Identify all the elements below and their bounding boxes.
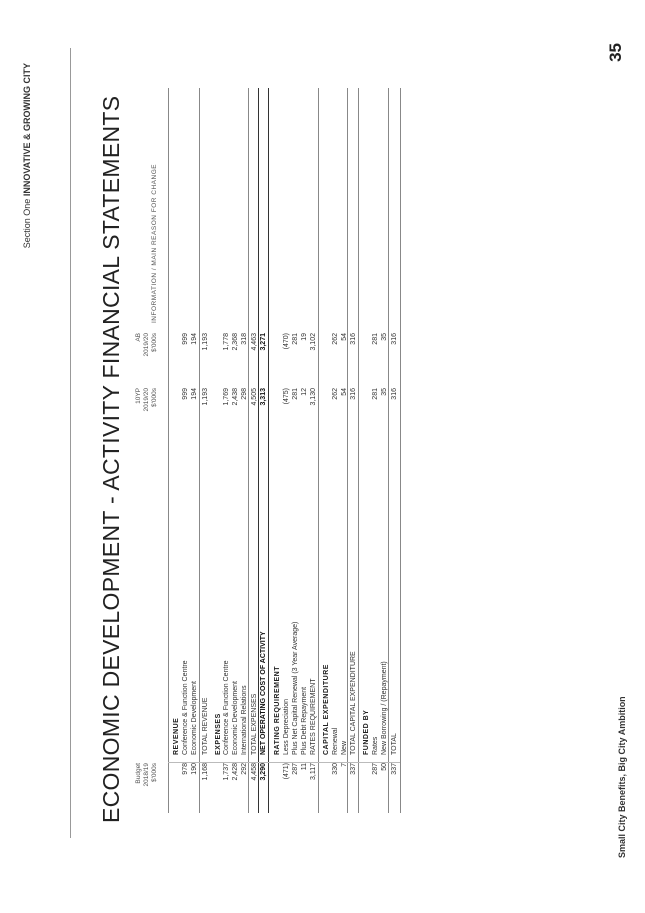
tenyp-cell: 1,193 bbox=[202, 388, 209, 406]
table-rule bbox=[400, 88, 401, 813]
label-cell: New bbox=[341, 740, 348, 755]
ab-column-header bbox=[135, 333, 159, 383]
table-row bbox=[181, 0, 190, 913]
table-row bbox=[190, 0, 199, 913]
table-rule bbox=[388, 88, 389, 813]
table-row bbox=[390, 0, 399, 913]
table-rule bbox=[318, 88, 319, 813]
info-column-header: INFORMATION / MAIN REASON FOR CHANGE bbox=[151, 163, 158, 323]
ab-cell: 999 bbox=[182, 333, 189, 345]
label-cell: REVENUE bbox=[173, 717, 180, 755]
ab-cell: 19 bbox=[301, 333, 308, 341]
tenyp-cell: 3,313 bbox=[260, 388, 267, 406]
tenyp-column-header bbox=[135, 388, 159, 433]
label-cell: International Relations bbox=[241, 685, 248, 755]
budget-cell: 50 bbox=[381, 763, 388, 771]
table-section-heading bbox=[322, 0, 331, 913]
table-rule bbox=[268, 88, 269, 813]
tenyp-cell: 316 bbox=[350, 388, 357, 400]
ab-header-line: 2019/20 bbox=[143, 333, 150, 357]
section-name: INNOVATIVE & GROWING CITY bbox=[22, 63, 32, 197]
label-cell: Conference & Function Centre bbox=[223, 660, 230, 755]
label-cell: Less Depreciation bbox=[283, 698, 290, 755]
budget-cell: 337 bbox=[350, 763, 357, 775]
label-cell: TOTAL REVENUE bbox=[202, 697, 209, 755]
ab-cell: 1,778 bbox=[223, 333, 230, 351]
ab-cell: 316 bbox=[391, 333, 398, 345]
ab-cell: (470) bbox=[283, 333, 290, 350]
table-row bbox=[331, 0, 340, 913]
ab-cell: 194 bbox=[191, 333, 198, 345]
label-cell: RATING REQUIREMENT bbox=[274, 666, 281, 755]
label-cell: Economic Development bbox=[232, 681, 239, 755]
budget-cell: 1,168 bbox=[202, 763, 209, 781]
tenyp-cell: 12 bbox=[301, 388, 308, 396]
budget-cell: 11 bbox=[301, 763, 308, 771]
table-rule bbox=[199, 88, 200, 813]
ab-cell: 262 bbox=[332, 333, 339, 345]
budget-column-header bbox=[135, 763, 159, 813]
tenyp-cell: 281 bbox=[372, 388, 379, 400]
tenyp-cell: 2,438 bbox=[232, 388, 239, 406]
table-row bbox=[201, 0, 210, 913]
budget-cell: 3,290 bbox=[260, 763, 267, 781]
budget-header-line: Budget bbox=[135, 763, 142, 784]
ab-header-line: AB bbox=[135, 333, 142, 342]
section-header bbox=[22, 63, 32, 263]
table-rule bbox=[168, 88, 169, 813]
table-section-heading bbox=[362, 0, 371, 913]
table-row bbox=[222, 0, 231, 913]
tenyp-cell: 35 bbox=[381, 388, 388, 396]
ab-cell: 281 bbox=[292, 333, 299, 345]
budget-cell: 3,117 bbox=[310, 763, 317, 780]
page-title: ECONOMIC DEVELOPMENT - ACTIVITY FINANCIAL STATEMENTS bbox=[98, 95, 124, 823]
label-cell: Economic Development bbox=[191, 681, 198, 755]
ab-cell: 1,193 bbox=[202, 333, 209, 351]
tenyp-cell: 54 bbox=[341, 388, 348, 396]
label-cell: TOTAL bbox=[391, 733, 398, 755]
table-row bbox=[371, 0, 380, 913]
budget-cell: (471) bbox=[283, 763, 290, 780]
label-cell: TOTAL CAPITAL EXPENDITURE bbox=[350, 651, 357, 755]
budget-cell: 292 bbox=[241, 763, 248, 775]
table-rule bbox=[347, 88, 348, 813]
budget-cell: 330 bbox=[332, 763, 339, 775]
label-cell: Plus Debt Repayment bbox=[301, 686, 308, 755]
ab-cell: 54 bbox=[341, 333, 348, 341]
label-cell: EXPENSES bbox=[215, 713, 222, 755]
tenyp-header-line: $'000s bbox=[151, 388, 158, 407]
ab-cell: 3,271 bbox=[260, 333, 267, 351]
ab-cell: 2,368 bbox=[232, 333, 239, 351]
tenyp-cell: 262 bbox=[332, 388, 339, 400]
footer-tagline: Small City Benefits, Big City Ambition bbox=[617, 696, 627, 858]
tenyp-cell: 281 bbox=[292, 388, 299, 400]
label-cell: FUNDED BY bbox=[363, 709, 370, 755]
table-row bbox=[349, 0, 358, 913]
table-row bbox=[259, 0, 268, 913]
budget-cell: 2,428 bbox=[232, 763, 239, 781]
budget-cell: 287 bbox=[292, 763, 299, 775]
ab-cell: 316 bbox=[350, 333, 357, 345]
budget-cell: 287 bbox=[372, 763, 379, 775]
budget-cell: 337 bbox=[391, 763, 398, 775]
budget-header-line: $'000s bbox=[151, 763, 158, 782]
table-section-heading bbox=[273, 0, 282, 913]
ab-cell: 4,463 bbox=[251, 333, 258, 351]
table-row bbox=[282, 0, 291, 913]
ab-cell: 281 bbox=[372, 333, 379, 345]
tenyp-cell: 4,505 bbox=[251, 388, 258, 406]
label-cell: Renewal bbox=[332, 727, 339, 755]
tenyp-cell: 999 bbox=[182, 388, 189, 400]
label-cell: Rates bbox=[372, 736, 379, 755]
label-cell: RATES REQUIREMENT bbox=[310, 678, 317, 755]
table-row bbox=[309, 0, 318, 913]
tenyp-header-line: 2019/20 bbox=[143, 388, 150, 412]
budget-cell: 190 bbox=[191, 763, 198, 775]
table-row bbox=[300, 0, 309, 913]
table-row bbox=[231, 0, 240, 913]
label-cell: CAPITAL EXPENDITURE bbox=[323, 664, 330, 755]
ab-cell: 318 bbox=[241, 333, 248, 345]
ab-cell: 3,102 bbox=[310, 333, 317, 351]
table-section-heading bbox=[172, 0, 181, 913]
tenyp-cell: 194 bbox=[191, 388, 198, 400]
table-row bbox=[291, 0, 300, 913]
tenyp-cell: (475) bbox=[283, 388, 290, 405]
budget-cell: 7 bbox=[341, 763, 348, 767]
label-cell: New Borrowing / (Repayment) bbox=[381, 661, 388, 755]
table-column-divider bbox=[168, 762, 400, 763]
tenyp-header-line: 10YP bbox=[135, 388, 142, 404]
top-divider bbox=[70, 48, 71, 838]
table-rule bbox=[258, 88, 259, 813]
ab-header-line: $'000s bbox=[151, 333, 158, 352]
budget-cell: 4,458 bbox=[251, 763, 258, 781]
budget-cell: 978 bbox=[182, 763, 189, 775]
label-cell: Conference & Function Centre bbox=[182, 660, 189, 755]
table-rule bbox=[248, 88, 249, 813]
ab-cell: 35 bbox=[381, 333, 388, 341]
table-rule bbox=[358, 88, 359, 813]
label-cell: NET OPERATING COST OF ACTIVITY bbox=[260, 631, 267, 755]
budget-header-line: 2018/19 bbox=[143, 763, 150, 787]
tenyp-cell: 3,130 bbox=[310, 388, 317, 406]
label-cell: TOTAL EXPENSES bbox=[251, 693, 258, 755]
budget-cell: 1,737 bbox=[223, 763, 230, 781]
tenyp-cell: 298 bbox=[241, 388, 248, 400]
page-number: 35 bbox=[606, 43, 625, 62]
tenyp-cell: 1,769 bbox=[223, 388, 230, 406]
label-cell: Plus Net Capital Renewal (3 Year Average) bbox=[292, 621, 299, 755]
tenyp-cell: 316 bbox=[391, 388, 398, 400]
section-prefix: Section One bbox=[22, 198, 32, 249]
